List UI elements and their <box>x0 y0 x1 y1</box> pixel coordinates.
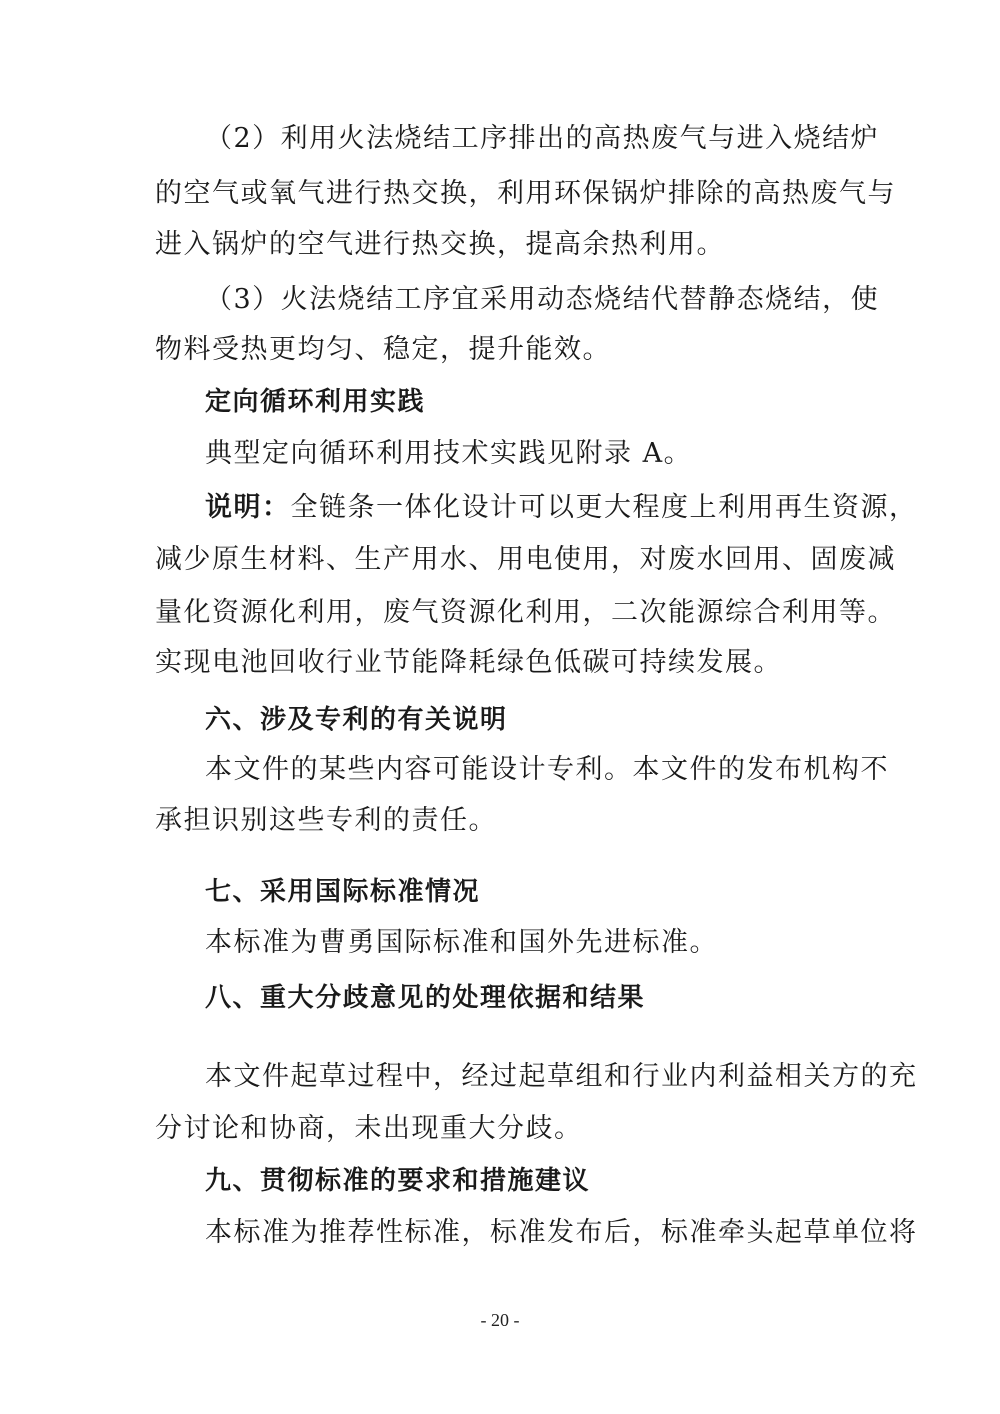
section-heading-international: 七、采用国际标准情况 <box>205 877 481 907</box>
paragraph-line: 的空气或氧气进行热交换，利用环保锅炉排除的高热废气与 <box>155 178 896 209</box>
paragraph-line: 典型定向循环利用技术实践见附录 A。 <box>205 438 693 469</box>
note-line <box>205 489 918 527</box>
paragraph-line: 本文件起草过程中，经过起草组和行业内利益相关方的充 <box>205 1061 918 1092</box>
paragraph-line: （3）火法烧结工序宜采用动态烧结代替静态烧结，使 <box>205 284 880 315</box>
section-heading-disagreement: 八、重大分歧意见的处理依据和结果 <box>205 983 646 1013</box>
page-number: - 20 - <box>480 1310 520 1330</box>
paragraph-line: （2）利用火法烧结工序排出的高热废气与进入烧结炉 <box>205 123 880 154</box>
section-heading-implementation: 九、贯彻标准的要求和措施建议 <box>205 1166 591 1196</box>
paragraph-line: 本标准为推荐性标准，标准发布后，标准牵头起草单位将 <box>205 1217 918 1248</box>
paragraph-line: 量化资源化利用，废气资源化利用，二次能源综合利用等。 <box>155 597 896 628</box>
paragraph-line: 实现电池回收行业节能降耗绿色低碳可持续发展。 <box>155 647 782 678</box>
paragraph-line: 物料受热更均匀、稳定，提升能效。 <box>155 334 611 365</box>
paragraph-line: 本文件的某些内容可能设计专利。本文件的发布机构不 <box>205 754 889 785</box>
paragraph-line: 减少原生材料、生产用水、用电使用，对废水回用、固废减 <box>155 544 896 575</box>
paragraph-line: 分讨论和协商，未出现重大分歧。 <box>155 1113 583 1144</box>
paragraph-line: 本标准为曹勇国际标准和国外先进标准。 <box>205 927 718 958</box>
paragraph-line: 进入锅炉的空气进行热交换，提高余热利用。 <box>155 229 725 260</box>
note-label: 说明： <box>205 492 291 523</box>
paragraph-line: 承担识别这些专利的责任。 <box>155 805 497 836</box>
note-text: 全链条一体化设计可以更大程度上利用再生资源， <box>290 492 918 523</box>
section-heading-practice: 定向循环利用实践 <box>205 387 426 417</box>
section-heading-patents: 六、涉及专利的有关说明 <box>205 705 508 735</box>
